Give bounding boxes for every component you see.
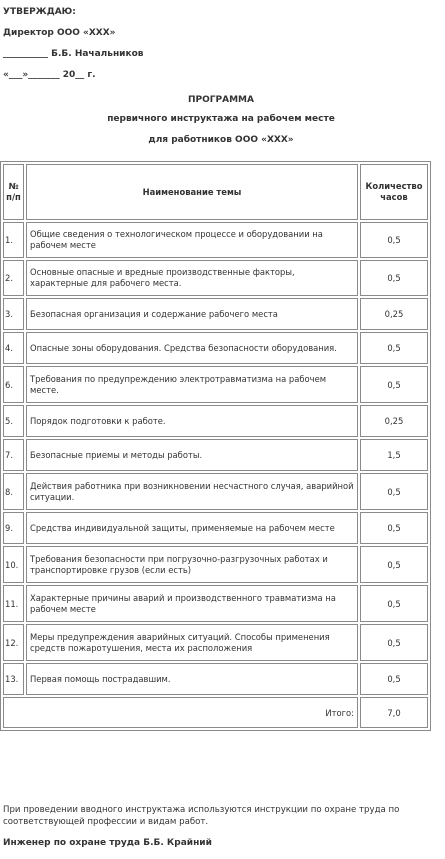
- program-title: ПРОГРАММА: [188, 95, 254, 105]
- approval-signature-line: __________ Б.Б. Начальников: [3, 49, 144, 59]
- row-topic: Действия работника при возникновении несчастного случая, аварийной ситуации.: [26, 473, 358, 510]
- row-number: 11.: [3, 585, 24, 622]
- row-hours: 0,5: [360, 663, 428, 695]
- header-num: № п/п: [3, 164, 24, 220]
- row-topic: Опасные зоны оборудования. Средства безопасности оборудования.: [26, 332, 358, 364]
- table-row: [3, 663, 428, 695]
- row-hours: 0,5: [360, 512, 428, 544]
- table-row: [3, 439, 428, 471]
- total-value: 7,0: [360, 697, 428, 728]
- row-topic: Требования безопасности при погрузочно-разгрузочных работах и транспортировке грузов (если есть): [26, 546, 358, 583]
- row-topic: Общие сведения о технологическом процессе и оборудовании на рабочем месте: [26, 222, 358, 258]
- row-hours: 0,25: [360, 405, 428, 437]
- footer-signature: Инженер по охране труда Б.Б. Крайний: [3, 838, 212, 848]
- row-topic: Требования по предупреждению электротравматизма на рабочем месте.: [26, 366, 358, 403]
- approval-position: Директор ООО «ХХХ»: [3, 28, 116, 38]
- document: [3, 0, 439, 151]
- table-header-row: [3, 164, 428, 220]
- table-row: [3, 222, 428, 258]
- row-topic: Средства индивидуальной защиты, применяемые на рабочем месте: [26, 512, 358, 544]
- table-row: [3, 585, 428, 622]
- row-hours: 0,5: [360, 222, 428, 258]
- row-number: 9.: [3, 512, 24, 544]
- row-number: 2.: [3, 260, 24, 296]
- row-hours: 0,25: [360, 298, 428, 330]
- header-hours: Количество часов: [360, 164, 428, 220]
- total-row: [3, 697, 428, 728]
- row-number: 3.: [3, 298, 24, 330]
- row-number: 1.: [3, 222, 24, 258]
- table-row: [3, 546, 428, 583]
- table-row: [3, 473, 428, 510]
- table-row: [3, 512, 428, 544]
- row-hours: 0,5: [360, 366, 428, 403]
- table-row: [3, 298, 428, 330]
- row-number: 10.: [3, 546, 24, 583]
- row-hours: 0,5: [360, 473, 428, 510]
- row-number: 8.: [3, 473, 24, 510]
- total-label: Итого:: [3, 697, 358, 728]
- row-hours: 0,5: [360, 332, 428, 364]
- row-hours: 0,5: [360, 585, 428, 622]
- row-hours: 0,5: [360, 624, 428, 661]
- row-hours: 1,5: [360, 439, 428, 471]
- row-hours: 0,5: [360, 260, 428, 296]
- row-topic: Характерные причины аварий и производственного травматизма на рабочем месте: [26, 585, 358, 622]
- row-hours: 0,5: [360, 546, 428, 583]
- table-row: [3, 260, 428, 296]
- row-topic: Меры предупреждения аварийных ситуаций. Способы применения средств пожаротушения, места их расположения: [26, 624, 358, 661]
- row-topic: Основные опасные и вредные производственные факторы, характерные для рабочего места.: [26, 260, 358, 296]
- table-row: [3, 624, 428, 661]
- program-table: [0, 161, 431, 731]
- footer-note: При проведении вводного инструктажа используются инструкции по охране труда по соответствующей профессии и видам работ.: [3, 805, 400, 827]
- row-topic: Первая помощь пострадавшим.: [26, 663, 358, 695]
- program-for: для работников ООО «ХХХ»: [148, 135, 294, 145]
- table-row: [3, 366, 428, 403]
- row-number: 6.: [3, 366, 24, 403]
- approval-block: [3, 2, 439, 86]
- row-topic: Безопасная организация и содержание рабочего места: [26, 298, 358, 330]
- approval-label: УТВЕРЖДАЮ:: [3, 7, 76, 17]
- table-row: [3, 332, 428, 364]
- row-number: 5.: [3, 405, 24, 437]
- row-topic: Порядок подготовки к работе.: [26, 405, 358, 437]
- row-number: 12.: [3, 624, 24, 661]
- program-heading: [3, 91, 439, 151]
- row-topic: Безопасные приемы и методы работы.: [26, 439, 358, 471]
- header-topic: Наименование темы: [26, 164, 358, 220]
- program-subtitle: первичного инструктажа на рабочем месте: [107, 114, 335, 124]
- table-row: [3, 405, 428, 437]
- row-number: 13.: [3, 663, 24, 695]
- approval-date-line: «___»_______ 20__ г.: [3, 70, 96, 80]
- row-number: 7.: [3, 439, 24, 471]
- row-number: 4.: [3, 332, 24, 364]
